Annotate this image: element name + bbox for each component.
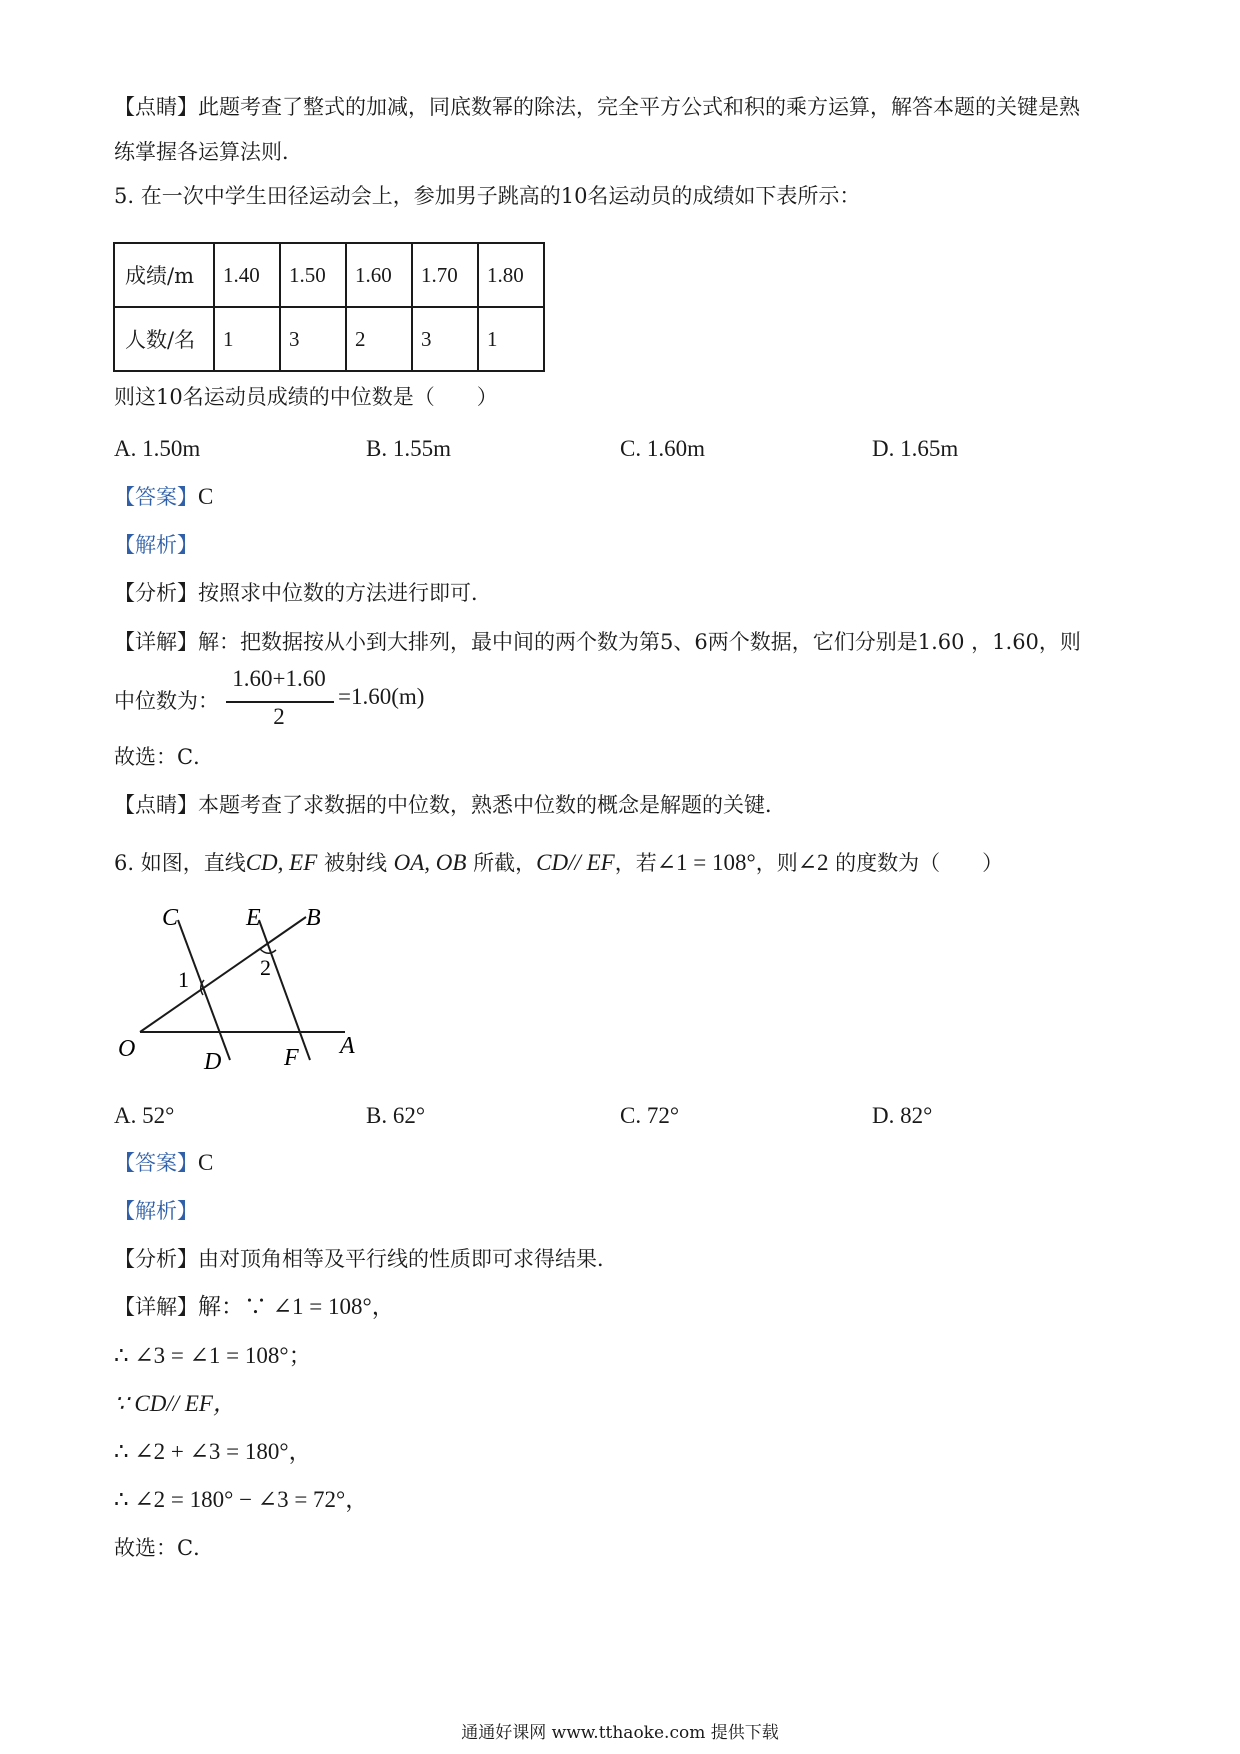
- q6-choose: 故选：C．: [114, 1536, 215, 1560]
- q6-step3: ∵ CD// EF，: [114, 1391, 236, 1416]
- q5-question: 则这10名运动员成绩的中位数是（ ）: [114, 385, 498, 409]
- q5-remark-tag: 【点睛】: [114, 793, 198, 817]
- ray-ob: [140, 917, 306, 1032]
- q5-remark: 【点睛】本题考查了求数据的中位数，熟悉中位数的概念是解题的关键．: [114, 793, 786, 817]
- q6-step4: ∴ ∠2 + ∠3 = 180°，: [114, 1439, 312, 1464]
- q5-choose: 故选：C．: [114, 745, 215, 769]
- q5-analysis-tag: 【分析】: [114, 581, 198, 605]
- q6-answer-tag: 【答案】: [114, 1151, 198, 1175]
- table-row1-head: 成绩/m: [114, 243, 214, 307]
- prev-remark-line2: 练掌握各运算法则．: [114, 140, 303, 164]
- label-c: C: [162, 905, 179, 931]
- q5-detail-line2-prefix: 中位数为：: [114, 689, 219, 713]
- q6-stem: 6. 如图，直线CD, EF 被射线 OA, OB 所截，CD// EF，若∠1 = 108°，则∠2 的度数为（ ）: [114, 850, 1004, 875]
- q5-fraction-bar: [226, 701, 334, 703]
- label-f: F: [284, 1045, 299, 1071]
- label-2: 2: [260, 955, 271, 980]
- q5-detail-tag: 【详解】: [114, 630, 198, 654]
- q6-analysis-tag: 【分析】: [114, 1247, 198, 1271]
- q5-stem: 5. 在一次中学生田径运动会上，参加男子跳高的10名运动员的成绩如下表所示：: [114, 184, 861, 208]
- table-cell: 1.80: [478, 243, 544, 307]
- q5-option-b[interactable]: B. 1.55m: [366, 436, 451, 461]
- q5-answer-tag: 【答案】: [114, 485, 198, 509]
- table-cell: 1.60: [346, 243, 412, 307]
- q5-fraction-numerator: 1.60+1.60: [232, 666, 326, 691]
- q5-option-a[interactable]: A. 1.50m: [114, 436, 201, 461]
- label-e: E: [246, 905, 261, 931]
- angle-2-arc: [260, 949, 276, 953]
- table-cell: 3: [412, 307, 478, 371]
- q6-analysis: 【分析】由对顶角相等及平行线的性质即可求得结果．: [114, 1247, 618, 1271]
- label-o: O: [118, 1036, 136, 1062]
- q6-step5: ∴ ∠2 = 180° − ∠3 = 72°，: [114, 1487, 369, 1512]
- table-cell: 1.50: [280, 243, 346, 307]
- q5-fraction-denominator: 2: [273, 704, 285, 729]
- label-b: B: [306, 905, 321, 931]
- label-d: D: [204, 1049, 222, 1075]
- q6-detail-tag: 【详解】: [114, 1295, 198, 1319]
- q5-score-table: [113, 242, 545, 372]
- label-1: 1: [178, 967, 189, 992]
- table-cell: 3: [280, 307, 346, 371]
- q5-jiexi-tag: 【解析】: [114, 533, 198, 557]
- q6-jiexi-tag: 【解析】: [114, 1199, 198, 1223]
- label-a: A: [340, 1033, 355, 1059]
- q6-detail-line1: 【详解】解：∵ ∠1 = 108°，: [114, 1294, 395, 1319]
- q5-detail-line1: 【详解】解：把数据按从小到大排列，最中间的两个数为第5、6两个数据，它们分别是1.60 ，1.60，则: [114, 630, 1081, 654]
- line-ef: [259, 920, 310, 1060]
- q5-fraction-result: =1.60(m): [338, 684, 425, 709]
- q5-option-d[interactable]: D. 1.65m: [872, 436, 959, 461]
- q6-option-b[interactable]: B. 62°: [366, 1103, 426, 1128]
- table-row2-head: 人数/名: [114, 307, 214, 371]
- q6-option-d[interactable]: D. 82°: [872, 1103, 933, 1128]
- table-cell: 2: [346, 307, 412, 371]
- table-row: [114, 243, 544, 307]
- q6-step2: ∴ ∠3 = ∠1 = 108°；: [114, 1343, 312, 1368]
- q6-option-a[interactable]: A. 52°: [114, 1103, 175, 1128]
- prev-remark-tag: 【点睛】: [114, 95, 198, 119]
- q6-option-c[interactable]: C. 72°: [620, 1103, 680, 1128]
- q6-answer: 【答案】C: [114, 1150, 214, 1175]
- table-cell: 1.70: [412, 243, 478, 307]
- prev-remark-line1: 【点睛】此题考查了整式的加减，同底数幂的除法，完全平方公式和积的乘方运算，解答本题的关键是熟: [114, 95, 1080, 119]
- q5-option-c[interactable]: C. 1.60m: [620, 436, 705, 461]
- q6-figure: [110, 895, 380, 1080]
- q5-answer: 【答案】C: [114, 484, 214, 509]
- q5-analysis: 【分析】按照求中位数的方法进行即可．: [114, 581, 492, 605]
- table-row: [114, 307, 544, 371]
- table-cell: 1.40: [214, 243, 280, 307]
- table-cell: 1: [214, 307, 280, 371]
- table-cell: 1: [478, 307, 544, 371]
- page-footer: 通通好课网 www.tthaoke.com 提供下载: [461, 1723, 779, 1743]
